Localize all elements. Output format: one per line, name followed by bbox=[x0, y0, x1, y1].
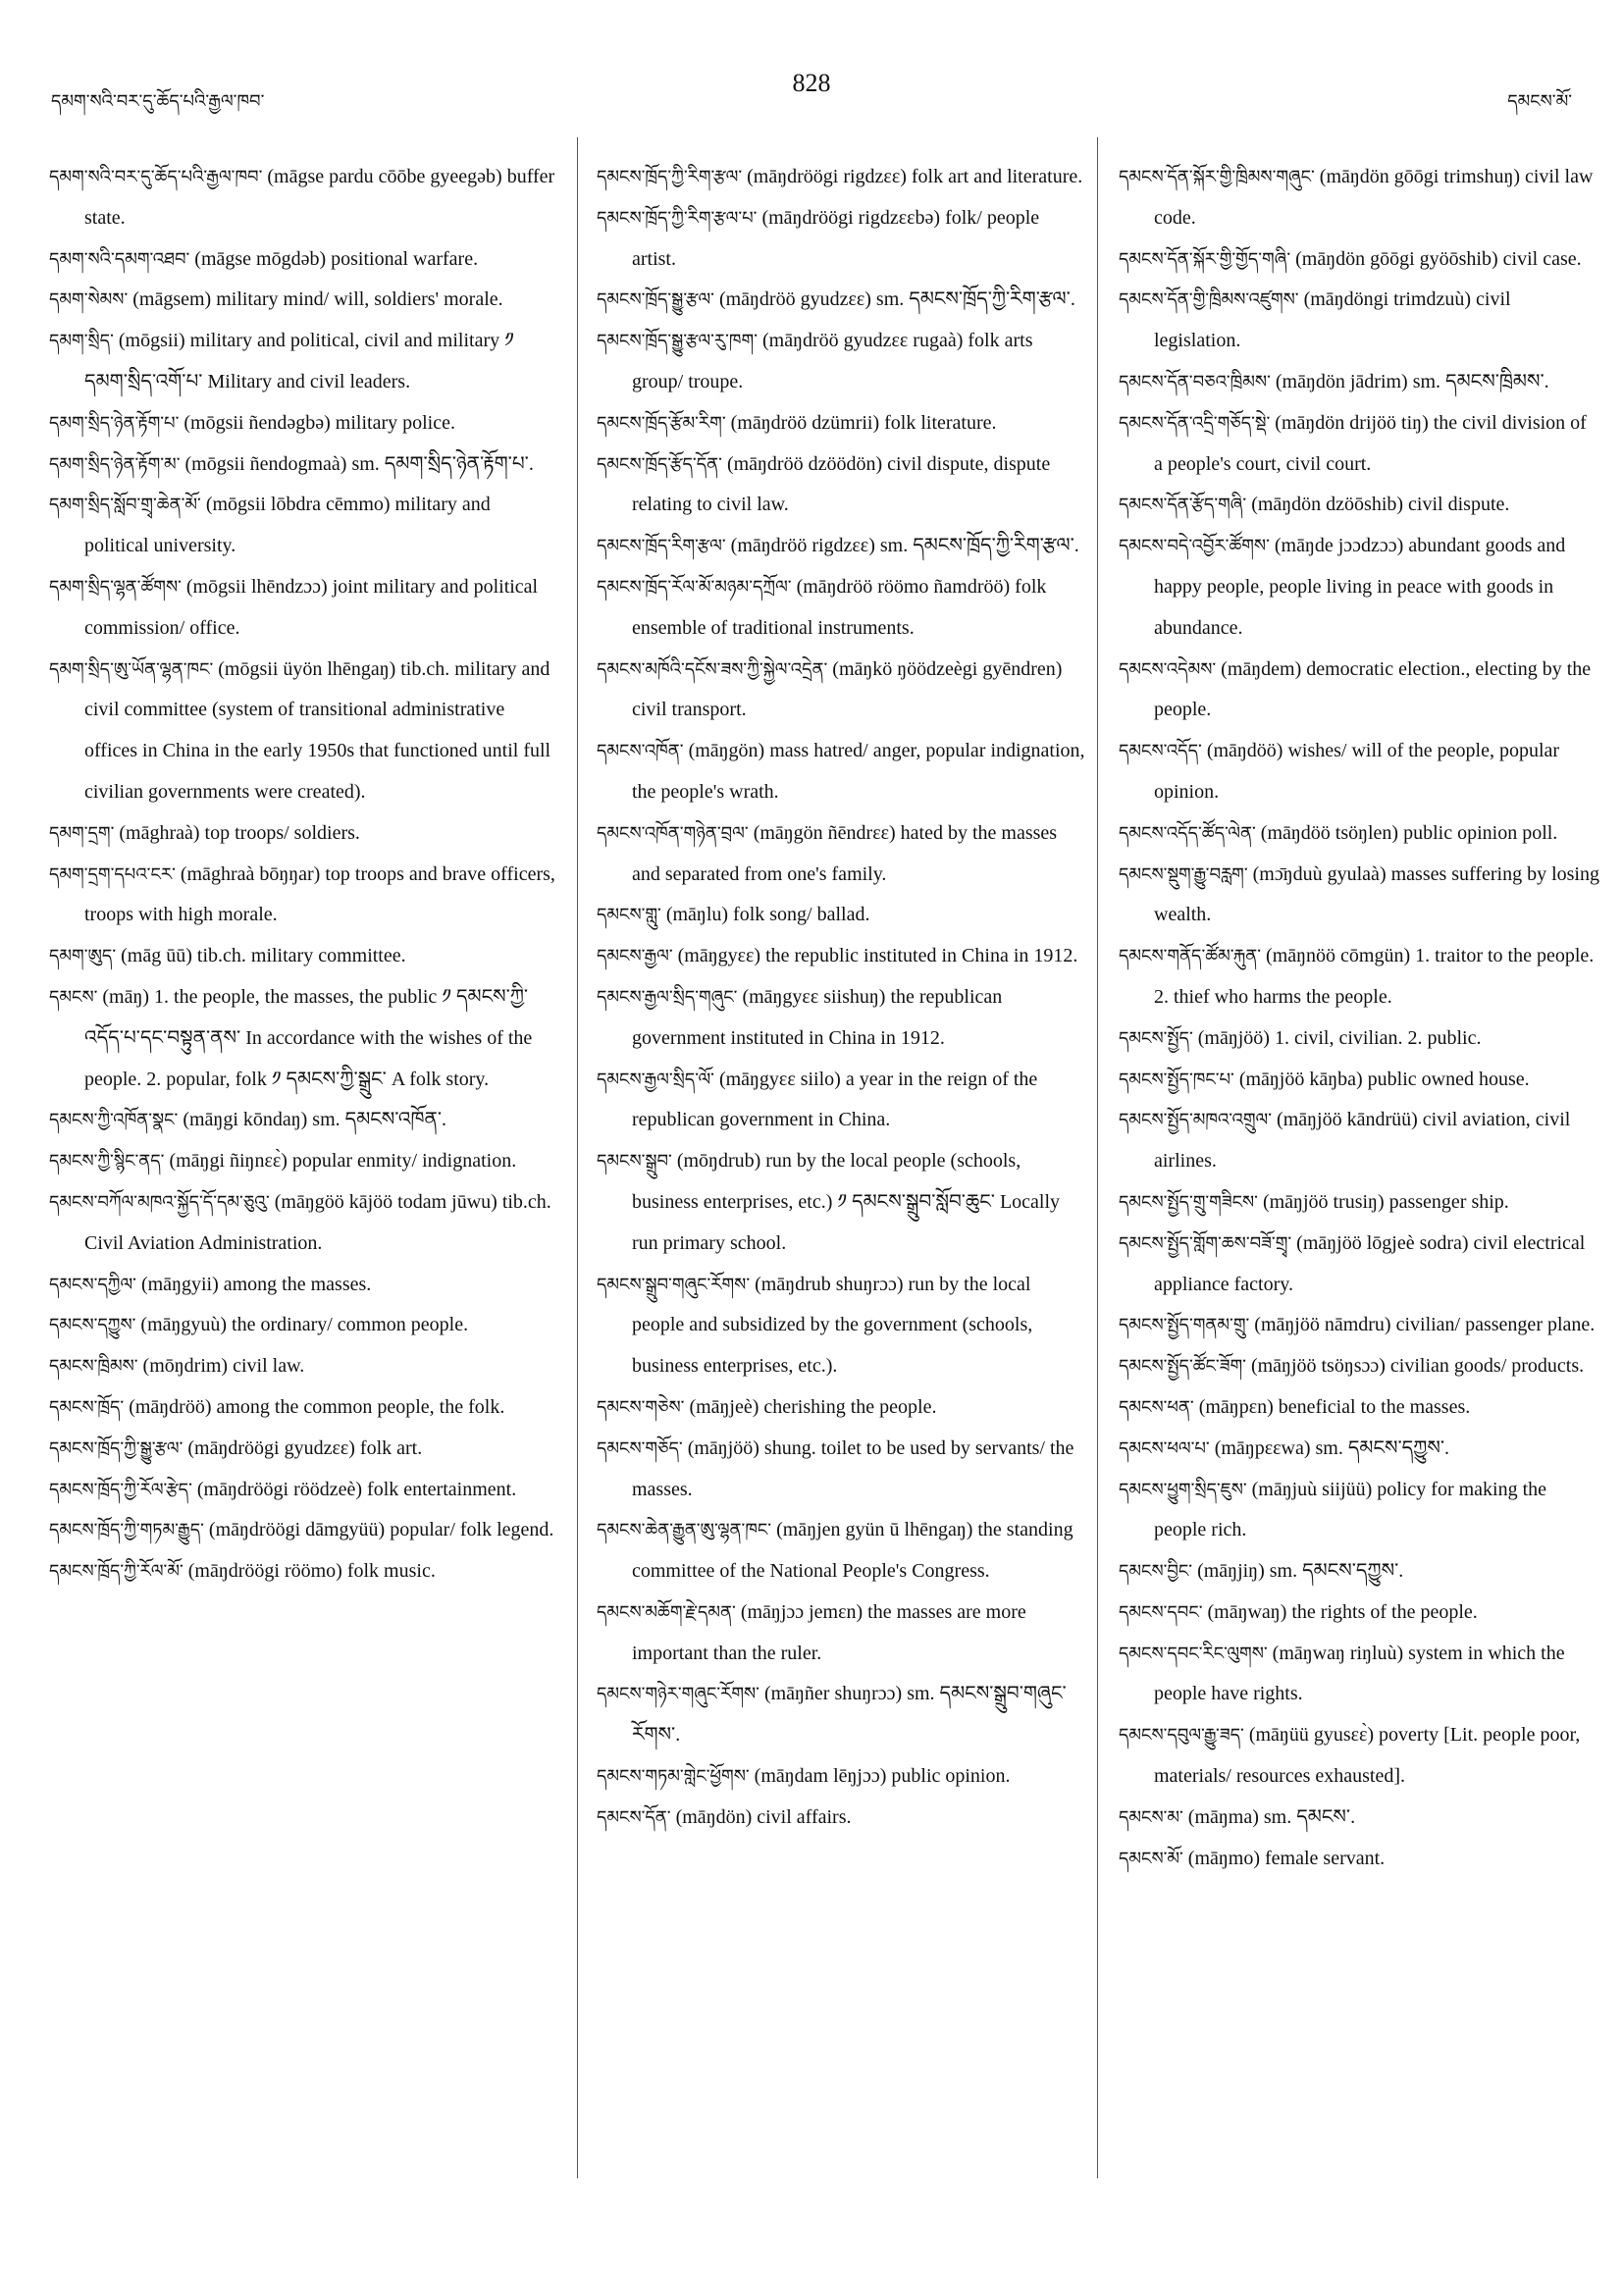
entry-headword: དམག་དྲག་ bbox=[49, 822, 115, 844]
entry-headword: དམག་སྲིད་ཉེན་རྟོག་པ་ bbox=[49, 412, 180, 434]
page-number: 828 bbox=[792, 69, 831, 97]
dictionary-entry bbox=[49, 239, 559, 281]
entry-definition: (māŋpɛɛwa) sm. དམངས་དཀྱུས་. bbox=[1209, 1436, 1450, 1459]
entry-definition: (māŋdem) democratic election., electing by the people. bbox=[1154, 657, 1592, 721]
dictionary-entry bbox=[1119, 1429, 1599, 1470]
entry-definition: (māŋjöö nāmdru) civilian/ passenger plane. bbox=[1249, 1314, 1596, 1336]
dictionary-entry bbox=[597, 895, 1087, 936]
entry-headword: དམངས་ཁྲོད་རྩོད་དོན་ bbox=[597, 453, 722, 475]
dictionary-entry bbox=[597, 1387, 1087, 1429]
entry-definition: (māŋdröö gyudzɛɛ rugaà) folk arts group/ troupe. bbox=[632, 330, 1033, 392]
dictionary-entry bbox=[1119, 1224, 1599, 1306]
entry-definition: (māŋmo) female servant. bbox=[1182, 1847, 1386, 1869]
entry-headword: དམངས་ཁྲོད་ཀྱི་རིག་རྩལ་ bbox=[597, 167, 743, 187]
dictionary-entry bbox=[1119, 1798, 1599, 1839]
entry-headword: དམངས་དཀྱུས་ bbox=[49, 1315, 136, 1336]
entry-headword: དམངས་སྡུག་རྒྱུ་བརླག་ bbox=[1119, 863, 1248, 885]
entry-headword: དམངས་སྤྱོད་ bbox=[1119, 1027, 1193, 1049]
entry-definition: (māŋdöö) wishes/ will of the people, popular opinion. bbox=[1154, 740, 1560, 803]
entry-headword: དམངས་སྤྱོད་ཚོང་ཟོག་ bbox=[1119, 1356, 1246, 1378]
entry-headword: དམངས་འདོད་ bbox=[1119, 741, 1202, 762]
entry-definition: (māŋgi kōndaŋ) sm. དམངས་འཁོན་. bbox=[178, 1109, 447, 1131]
entry-headword: དམངས་དོན་གྱི་ཁྲིམས་འཛུགས་ bbox=[1119, 289, 1299, 311]
entry-headword: དམག་སྲིད་སློབ་གྲྭ་ཆེན་མོ་ bbox=[49, 495, 201, 516]
entry-definition: (māŋlu) folk song/ ballad. bbox=[660, 904, 870, 926]
dictionary-entry bbox=[1119, 362, 1599, 403]
entry-definition: (mōgsii üyön lhēngaŋ) tib.ch. military and civil committee (system of transitional administrative offices in China in the early 1950s that functioned until full civilian governments were created). bbox=[84, 657, 551, 803]
entry-definition: (māŋjɔɔ jemɛn) the masses are more important than the ruler. bbox=[632, 1600, 1026, 1664]
dictionary-entry bbox=[49, 813, 559, 855]
column-3 bbox=[1119, 157, 1599, 1879]
entry-definition: (māŋnöö cōmgün) 1. traitor to the people. 2. thief who harms the people. bbox=[1154, 945, 1595, 1008]
dictionary-entry bbox=[1119, 650, 1599, 732]
dictionary-entry bbox=[49, 1429, 559, 1470]
entry-definition: (māŋdön gōōgi trimshuŋ) civil law code. bbox=[1154, 166, 1594, 229]
dictionary-entry bbox=[597, 936, 1087, 977]
entry-definition: (māŋjuù siijüü) policy for making the people rich. bbox=[1154, 1478, 1547, 1541]
entry-definition: (māŋdröögi röödzeè) folk entertainment. bbox=[191, 1478, 517, 1500]
dictionary-entry bbox=[597, 1674, 1087, 1756]
dictionary-entry bbox=[1119, 1387, 1599, 1429]
entry-headword: དམངས་གཅོད་ bbox=[597, 1437, 683, 1459]
entry-definition: (māŋüü gyusɛɛ̀) poverty [Lit. people poor, materials/ resources exhausted]. bbox=[1154, 1724, 1581, 1788]
entry-headword: དམངས་གླུ་ bbox=[597, 905, 661, 926]
dictionary-entry bbox=[1119, 936, 1599, 1018]
dictionary-entry bbox=[1119, 1060, 1599, 1101]
entry-definition: (mōŋdrub) run by the local people (schools, business enterprises, etc.) ༡ དམངས་སྒྲུབ་སློབ་ཆུང་ Locally run primary school. bbox=[632, 1150, 1061, 1254]
dictionary-entry bbox=[597, 1141, 1087, 1264]
dictionary-entry bbox=[597, 403, 1087, 444]
entry-headword: དམངས་ཁྲོད་སྒྱུ་རྩལ་ bbox=[597, 289, 714, 311]
entry-headword: དམངས་དོན་བཅའ་ཁྲིམས་ bbox=[1119, 371, 1271, 392]
dictionary-entry bbox=[49, 1265, 559, 1306]
entry-headword: དམངས་སྒྲུབ་གཞུང་རོགས་ bbox=[597, 1274, 751, 1295]
entry-headword: དམངས་འཁོན་ bbox=[597, 741, 684, 762]
entry-definition: (māŋgön ñēndrɛɛ) hated by the masses and separated from one's family. bbox=[632, 821, 1058, 885]
entry-headword: དམག་སྲིད་ལྷན་ཚོགས་ bbox=[49, 576, 182, 598]
entry-definition: (māŋkö ŋöödzeègi gyēndren) civil transport. bbox=[632, 657, 1063, 721]
dictionary-entry bbox=[597, 567, 1087, 650]
entry-headword: དམངས་ཁྲོད་རིག་རྩལ་ bbox=[597, 536, 726, 557]
entry-definition: (māgse mōgdəb) positional warfare. bbox=[189, 247, 479, 270]
dictionary-entry bbox=[1119, 1592, 1599, 1634]
entry-headword: དམངས་གཅེས་ bbox=[597, 1396, 685, 1418]
entry-definition: (māŋdröö röömo ñamdröö) folk ensemble of traditional instruments. bbox=[632, 575, 1047, 639]
entry-definition: (māŋgyɛɛ siishuŋ) the republican government instituted in China in 1912. bbox=[632, 985, 1003, 1049]
entry-headword: དམངས་སྤྱོད་གནམ་གྲུ་ bbox=[1119, 1315, 1250, 1336]
dictionary-entry bbox=[49, 403, 559, 444]
entry-definition: (māŋñer shuŋrɔɔ) sm. དམངས་སྒྲུབ་གཞུང་རོགས་. bbox=[632, 1683, 1067, 1747]
entry-headword: དམངས་བྱིང་ bbox=[1119, 1561, 1193, 1583]
dictionary-entry bbox=[597, 1798, 1087, 1839]
entry-definition: (māŋdröögi gyudzɛɛ) folk art. bbox=[183, 1436, 423, 1459]
entry-headword: དམངས་རྒྱལ་ bbox=[597, 946, 673, 967]
entry-definition: (māghraà bōŋŋar) top troops and brave officers, troops with high morale. bbox=[84, 862, 555, 926]
entry-definition: (māŋdön) civil affairs. bbox=[670, 1805, 852, 1828]
entry-definition: (māŋdön gōōgi gyöōshib) civil case. bbox=[1290, 247, 1582, 270]
dictionary-entry bbox=[1119, 1305, 1599, 1346]
entry-headword: དམངས་གཏམ་གླེང་ཕྱོགས་ bbox=[597, 1766, 750, 1788]
dictionary-entry bbox=[597, 1060, 1087, 1142]
entry-definition: (mōŋdrim) civil law. bbox=[137, 1355, 305, 1378]
dictionary-entry bbox=[1119, 1018, 1599, 1060]
dictionary-entry bbox=[1119, 526, 1599, 649]
entry-headword: དམངས་ཀྱི་སྙིང་ནད་ bbox=[49, 1151, 165, 1173]
entry-headword: དམག་སྲིད་ཉེན་རྟོག་མ་ bbox=[49, 453, 181, 475]
entry-headword: དམངས་སྒྲུབ་ bbox=[597, 1151, 672, 1173]
dictionary-entry bbox=[597, 731, 1087, 813]
dictionary-entry bbox=[49, 444, 559, 486]
dictionary-entry bbox=[597, 157, 1087, 198]
entry-definition: (māŋpɛn) beneficial to the masses. bbox=[1193, 1395, 1471, 1418]
dictionary-entry bbox=[597, 198, 1087, 281]
entry-headword: དམངས་ཁྲོད་ཀྱི་རོལ་རྩེད་ bbox=[49, 1479, 192, 1500]
entry-definition: (māŋdröö rigdzɛɛ) sm. དམངས་ཁྲོད་ཀྱི་རིག་རྩལ་. bbox=[725, 535, 1079, 557]
entry-definition: (māŋma) sm. དམངས་. bbox=[1182, 1805, 1356, 1828]
entry-headword: དམངས་རྒྱལ་སྲིད་གཞུང་ bbox=[597, 986, 738, 1008]
dictionary-entry bbox=[1119, 1634, 1599, 1716]
dictionary-entry bbox=[1119, 280, 1599, 362]
entry-definition: (māŋdröögi röömo) folk music. bbox=[183, 1560, 436, 1583]
entry-definition: (mɔ̄ŋduù gyulaà) masses suffering by losing wealth. bbox=[1154, 862, 1599, 926]
dictionary-entry bbox=[597, 280, 1087, 321]
dictionary-entry bbox=[597, 1429, 1087, 1511]
entry-headword: དམངས་དབང་རིང་ལུགས་ bbox=[1119, 1643, 1268, 1664]
entry-headword: དམག་སའི་དམག་འཐབ་ bbox=[49, 248, 190, 270]
entry-definition: (māŋdön dzöōshib) civil dispute. bbox=[1246, 494, 1510, 516]
entry-headword: དམངས་ཀྱི་འཁོན་སྣང་ bbox=[49, 1110, 179, 1131]
entry-definition: (māŋdröö gyudzɛɛ) sm. དམངས་ཁྲོད་ཀྱི་རིག་རྩལ་. bbox=[713, 288, 1075, 311]
dictionary-entry bbox=[1119, 813, 1599, 855]
entry-headword: དམངས་དོན་ bbox=[597, 1806, 671, 1828]
dictionary-entry bbox=[49, 280, 559, 321]
entry-definition: (māg ūū) tib.ch. military committee. bbox=[116, 945, 406, 967]
entry-headword: དམངས་དོན་འདྲི་གཅོད་སྡེ་ bbox=[1119, 412, 1271, 434]
dictionary-entry bbox=[597, 526, 1087, 567]
entry-headword: དམངས་དོན་སྐོར་གྱི་གྱོད་གཞི་ bbox=[1119, 248, 1291, 270]
entry-definition: (māgsem) military mind/ will, soldiers' morale. bbox=[128, 288, 503, 311]
entry-headword: དམངས་དོན་སྐོར་གྱི་ཁྲིམས་གཞུང་ bbox=[1119, 167, 1315, 187]
entry-headword: དམངས་ཁྲོད་ཀྱི་རིག་རྩལ་པ་ bbox=[597, 207, 758, 229]
entry-definition: (māŋdröögi rigdzɛɛbə) folk/ people artist. bbox=[632, 206, 1040, 270]
dictionary-entry bbox=[49, 650, 559, 813]
dictionary-entry bbox=[49, 1510, 559, 1551]
entry-headword: དམངས་དབང་ bbox=[1119, 1601, 1203, 1623]
dictionary-entry bbox=[49, 485, 559, 567]
entry-headword: དམངས་སྤྱོད་ཁང་པ་ bbox=[1119, 1069, 1234, 1090]
entry-headword: དམངས་གནོད་ཚོམ་རྐུན་ bbox=[1119, 946, 1262, 967]
entry-headword: དམངས་མཁོའི་དངོས་ཟས་ཀྱི་སྐྱེལ་འདྲེན་ bbox=[597, 658, 828, 680]
entry-definition: (mōgsii ñendogmaà) sm. དམག་སྲིད་ཉེན་རྟོག་པ་. bbox=[180, 452, 534, 475]
dictionary-entry bbox=[1119, 1182, 1599, 1224]
entry-definition: (māŋde jɔɔdzɔɔ) abundant goods and happy people, people living in peace with goods in abundance. bbox=[1154, 535, 1566, 639]
entry-definition: (māŋdön jādrim) sm. དམངས་ཁྲིམས་. bbox=[1270, 370, 1549, 392]
dictionary-entry bbox=[1119, 731, 1599, 813]
entry-headword: དམངས་ཁྲོད་ bbox=[49, 1396, 125, 1418]
entry-headword: དམངས་འདེམས་ bbox=[1119, 658, 1217, 680]
entry-headword: དམངས་མ་ bbox=[1119, 1806, 1183, 1828]
dictionary-entry bbox=[597, 1756, 1087, 1798]
entry-definition: (māŋwaŋ riŋluù) system in which the people have rights. bbox=[1154, 1642, 1565, 1705]
entry-definition: (māŋjöö trusiŋ) passenger ship. bbox=[1257, 1190, 1509, 1213]
dictionary-entry bbox=[49, 855, 559, 937]
entry-headword: དམག་སའི་བར་དུ་ཆོད་པའི་རྒྱལ་ཁབ་ bbox=[49, 167, 263, 187]
dictionary-entry bbox=[597, 650, 1087, 732]
dictionary-entry bbox=[1119, 1100, 1599, 1182]
entry-definition: (māŋdröö dzümrii) folk literature. bbox=[725, 411, 997, 434]
entry-definition: (māŋdön drijöö tiŋ) the civil division of a people's court, civil court. bbox=[1154, 411, 1587, 475]
entry-headword: དམག་སྲིད་ bbox=[49, 331, 114, 352]
dictionary-entry bbox=[49, 321, 559, 403]
entry-headword: དམངས་རྒྱལ་སྲིད་ལོ་ bbox=[597, 1069, 714, 1090]
dictionary-entry bbox=[597, 1265, 1087, 1387]
page-header bbox=[0, 69, 1623, 137]
dictionary-entry bbox=[1119, 485, 1599, 526]
column-2 bbox=[597, 157, 1087, 1839]
entry-definition: (māŋgön) mass hatred/ anger, popular indignation, the people's wrath. bbox=[632, 740, 1085, 803]
dictionary-entry bbox=[49, 1551, 559, 1592]
entry-definition: (mōgsii lōbdra cēmmo) military and political university. bbox=[84, 494, 491, 557]
entry-definition: (māŋgyuù) the ordinary/ common people. bbox=[135, 1314, 469, 1336]
entry-headword: དམག་དྲག་དཔའ་ངར་ bbox=[49, 863, 176, 885]
dictionary-entry bbox=[49, 1387, 559, 1429]
entry-headword: དམངས་མཆོག་རྗེ་དམན་ bbox=[597, 1601, 736, 1623]
entry-headword: དམག་སེམས་ bbox=[49, 289, 129, 311]
entry-definition: (māŋdöö tsöŋlen) public opinion poll. bbox=[1255, 821, 1558, 844]
entry-headword: དམག་སྲིད་ཨུ་ཡོན་ལྷན་ཁང་ bbox=[49, 658, 214, 680]
entry-headword: དམག་ཨུད་ bbox=[49, 946, 117, 967]
dictionary-entry bbox=[1119, 1346, 1599, 1387]
entry-definition: (māŋjöö tsöŋsɔɔ) civilian goods/ products. bbox=[1245, 1355, 1585, 1378]
dictionary-entry bbox=[1119, 1839, 1599, 1880]
dictionary-entry bbox=[597, 1510, 1087, 1592]
dictionary-entry bbox=[597, 1592, 1087, 1675]
entry-definition: (māŋgyii) among the masses. bbox=[135, 1273, 372, 1295]
entry-headword: དམངས་དབུལ་རྒྱུ་ཟད་ bbox=[1119, 1725, 1244, 1747]
entry-headword: དམངས་སྤྱོད་གློག་ཆས་བཟོ་གྲྭ་ bbox=[1119, 1232, 1292, 1254]
dictionary-entry bbox=[49, 157, 559, 239]
dictionary-entry bbox=[1119, 239, 1599, 281]
entry-headword: དམངས་སྤྱོད་མཁའ་འགྲུལ་ bbox=[1119, 1110, 1273, 1131]
column-1 bbox=[49, 157, 559, 1592]
dictionary-entry bbox=[49, 1346, 559, 1387]
entry-definition: (māghraà) top troops/ soldiers. bbox=[114, 821, 360, 844]
entry-headword: དམངས་ཁྲོད་ཀྱི་རོལ་མོ་ bbox=[49, 1561, 183, 1583]
entry-definition: (māŋdröögi rigdzɛɛ) folk art and literature. bbox=[742, 166, 1083, 187]
entry-definition: (māŋdöngi trimdzuù) civil legislation. bbox=[1154, 288, 1511, 352]
entry-headword: དམངས་ཁྲོད་ཀྱི་གཏམ་རྒྱུད་ bbox=[49, 1520, 204, 1541]
entry-definition: (mōgsii ñendəgbə) military police. bbox=[179, 411, 455, 434]
entry-definition: (māŋgyɛɛ siilo) a year in the reign of the republican government in China. bbox=[632, 1068, 1038, 1131]
entry-definition: (mōgsii) military and political, civil and military ༡ དམག་སྲིད་འགོ་པ་ Military and civil leaders. bbox=[84, 330, 514, 392]
dictionary-entry bbox=[597, 444, 1087, 527]
entry-definition: (māŋgöö kājöö todam jūwu) tib.ch. Civil Aviation Administration. bbox=[84, 1190, 551, 1254]
entry-headword: དམངས་ཕལ་པ་ bbox=[1119, 1437, 1210, 1459]
dictionary-entry bbox=[1119, 403, 1599, 486]
entry-headword: དམངས་ཁྲོད་ཀྱི་སྒྱུ་རྩལ་ bbox=[49, 1437, 183, 1459]
dictionary-entry bbox=[597, 813, 1087, 896]
entry-definition: (māŋ) 1. the people, the masses, the public ༡ དམངས་ཀྱི་འདོད་པ་དང་བསྟུན་ནས་ In accordance with the wishes of the people. 2. popular, folk ༡ དམངས་ཀྱི་སྒྲུང་ A folk story. bbox=[84, 985, 533, 1090]
entry-headword: དམངས་བདེ་འབྱོར་ཚོགས་ bbox=[1119, 536, 1270, 557]
dictionary-entry bbox=[1119, 1551, 1599, 1592]
dictionary-body bbox=[0, 157, 1623, 2218]
running-head-right: དམངས་མོ་ bbox=[1507, 91, 1572, 112]
entry-headword: དམངས་ཁྲོད་རྩོམ་རིག་ bbox=[597, 412, 726, 434]
dictionary-entry bbox=[49, 1100, 559, 1141]
dictionary-entry bbox=[597, 321, 1087, 403]
dictionary-entry bbox=[1119, 1470, 1599, 1552]
dictionary-entry bbox=[1119, 157, 1599, 239]
dictionary-entry bbox=[49, 977, 559, 1100]
entry-definition: (māŋjöö kāŋba) public owned house. bbox=[1233, 1068, 1530, 1090]
entry-headword: དམངས་ཕན་ bbox=[1119, 1396, 1194, 1418]
entry-definition: (māŋjöö kāndrüü) civil aviation, civil airlines. bbox=[1154, 1109, 1571, 1173]
entry-headword: དམངས་ཕྱུག་སྲིད་ཇུས་ bbox=[1119, 1479, 1247, 1500]
dictionary-entry bbox=[49, 567, 559, 650]
dictionary-entry bbox=[49, 1182, 559, 1265]
entry-headword: དམངས་ཁྲོད་རོལ་མོ་མཉམ་དཀྲོལ་ bbox=[597, 576, 792, 598]
dictionary-entry bbox=[49, 1141, 559, 1182]
dictionary-entry bbox=[49, 1470, 559, 1511]
entry-headword: དམངས་བཀོལ་མཁའ་སྐྱོད་དོ་དམ་ཅུའུ་ bbox=[49, 1191, 270, 1213]
dictionary-entry bbox=[597, 977, 1087, 1060]
entry-headword: དམངས་མོ་ bbox=[1119, 1848, 1183, 1869]
entry-definition: (māŋgi ñiŋnɛɛ̀) popular enmity/ indignation. bbox=[164, 1150, 517, 1173]
entry-definition: (māŋdröö) among the common people, the folk. bbox=[124, 1395, 505, 1418]
entry-definition: (māŋjiŋ) sm. དམངས་དཀྱུས་. bbox=[1192, 1560, 1404, 1583]
dictionary-entry bbox=[49, 1305, 559, 1346]
entry-definition: (māŋjöö lōgjeè sodra) civil electrical appliance factory. bbox=[1154, 1231, 1586, 1295]
entry-headword: དམངས་གཉེར་གཞུང་རོགས་ bbox=[597, 1684, 759, 1705]
entry-headword: དམངས་ཁྲིམས་ bbox=[49, 1356, 138, 1378]
entry-definition: (māŋgyɛɛ) the republic instituted in China in 1912. bbox=[672, 945, 1078, 967]
entry-definition: (māŋjeè) cherishing the people. bbox=[684, 1395, 937, 1418]
entry-definition: (māŋdröögi dāmgyüü) popular/ folk legend. bbox=[203, 1519, 554, 1541]
entry-definition: (māŋjen gyün ū lhēngaŋ) the standing committee of the National People's Congress. bbox=[632, 1519, 1073, 1583]
entry-definition: (māŋwaŋ) the rights of the people. bbox=[1202, 1600, 1478, 1623]
dictionary-entry bbox=[1119, 1715, 1599, 1798]
entry-definition: (māgse pardu cōōbe gyeegəb) buffer state. bbox=[84, 166, 555, 229]
entry-headword: དམངས་ཆེན་རྒྱུན་ཨུ་ལྷན་ཁང་ bbox=[597, 1520, 772, 1541]
dictionary-entry bbox=[49, 936, 559, 977]
entry-headword: དམངས་དོན་རྩོད་གཞི་ bbox=[1119, 495, 1247, 516]
entry-definition: (māŋjöö) shung. toilet to be used by servants/ the masses. bbox=[632, 1436, 1074, 1500]
entry-definition: (māŋdam lēŋjɔɔ) public opinion. bbox=[749, 1765, 1011, 1788]
entry-definition: (māŋdröö dzöödön) civil dispute, dispute relating to civil law. bbox=[632, 452, 1051, 516]
entry-headword: དམངས་སྤྱོད་གྲུ་གཟིངས་ bbox=[1119, 1191, 1258, 1213]
entry-headword: དམངས་ཁྲོད་སྒྱུ་རྩལ་རུ་ཁག་ bbox=[597, 331, 758, 352]
running-head-left: དམག་སའི་བར་དུ་ཆོད་པའི་རྒྱལ་ཁབ་ bbox=[51, 91, 265, 112]
entry-headword: དམངས་ bbox=[49, 986, 98, 1008]
entry-headword: དམངས་འདོད་ཚོད་ལེན་ bbox=[1119, 822, 1256, 844]
entry-headword: དམངས་འཁོན་གཉེན་བྲལ་ bbox=[597, 822, 749, 844]
entry-definition: (māŋdrub shuŋrɔɔ) run by the local people and subsidized by the government (schools, business enterprises, etc.). bbox=[632, 1273, 1033, 1378]
entry-definition: (māŋjöö) 1. civil, civilian. 2. public. bbox=[1192, 1026, 1482, 1049]
dictionary-entry bbox=[1119, 855, 1599, 937]
entry-definition: (mōgsii lhēndzɔɔ) joint military and political commission/ office. bbox=[84, 575, 539, 639]
entry-headword: དམངས་དཀྱིལ་ bbox=[49, 1274, 136, 1295]
